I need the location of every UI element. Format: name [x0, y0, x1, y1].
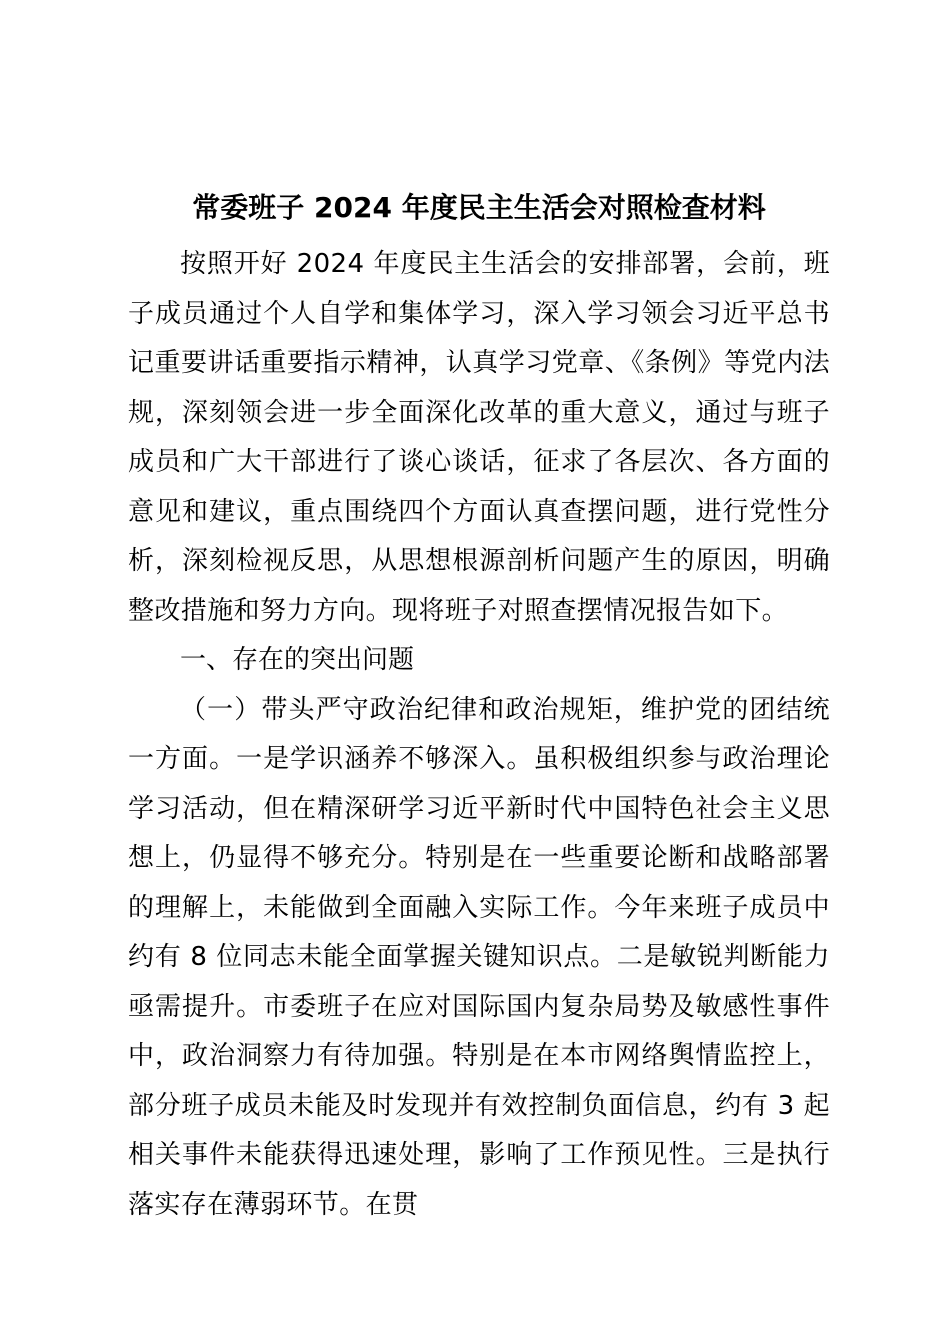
document-title: 常委班子 2024 年度民主生活会对照检查材料	[192, 191, 766, 224]
document-page	[128, 188, 830, 1230]
intro-paragraph: 按照开好 2024 年度民主生活会的安排部署，会前，班子成员通过个人自学和集体学习，深入学习领会习近平总书记重要讲话重要指示精神，认真学习党章、《条例》等党内法规，深刻领会进一步全面深化改革的重大意义，通过与班子成员和广大干部进行了谈心谈话，征求了各层次、各方面的意见和建议，重点围绕四个方面认真查摆问题，进行党性分析，深刻检视反思，从思想根源剖析问题产生的原因，明确整改措施和努力方向。现将班子对照查摆情况报告如下。	[128, 249, 830, 626]
body-paragraph: （一）带头严守政治纪律和政治规矩，维护党的团结统一方面。一是学识涵养不够深入。虽积极组织参与政治理论学习活动，但在精深研学习近平新时代中国特色社会主义思想上，仍显得不够充分。特别是在一些重要论断和战略部署的理解上，未能做到全面融入实际工作。今年来班子成员中约有 8 位同志未能全面掌握关键知识点。二是敏锐判断能力亟需提升。市委班子在应对国际国内复杂局势及敏感性事件中，政治洞察力有待加强。特别是在本市网络舆情监控上，部分班子成员未能及时发现并有效控制负面信息，约有 3 起相关事件未能获得迅速处理，影响了工作预见性。三是执行落实存在薄弱环节。在贯	[128, 694, 830, 1220]
section-heading: 一、存在的突出问题	[180, 645, 415, 675]
